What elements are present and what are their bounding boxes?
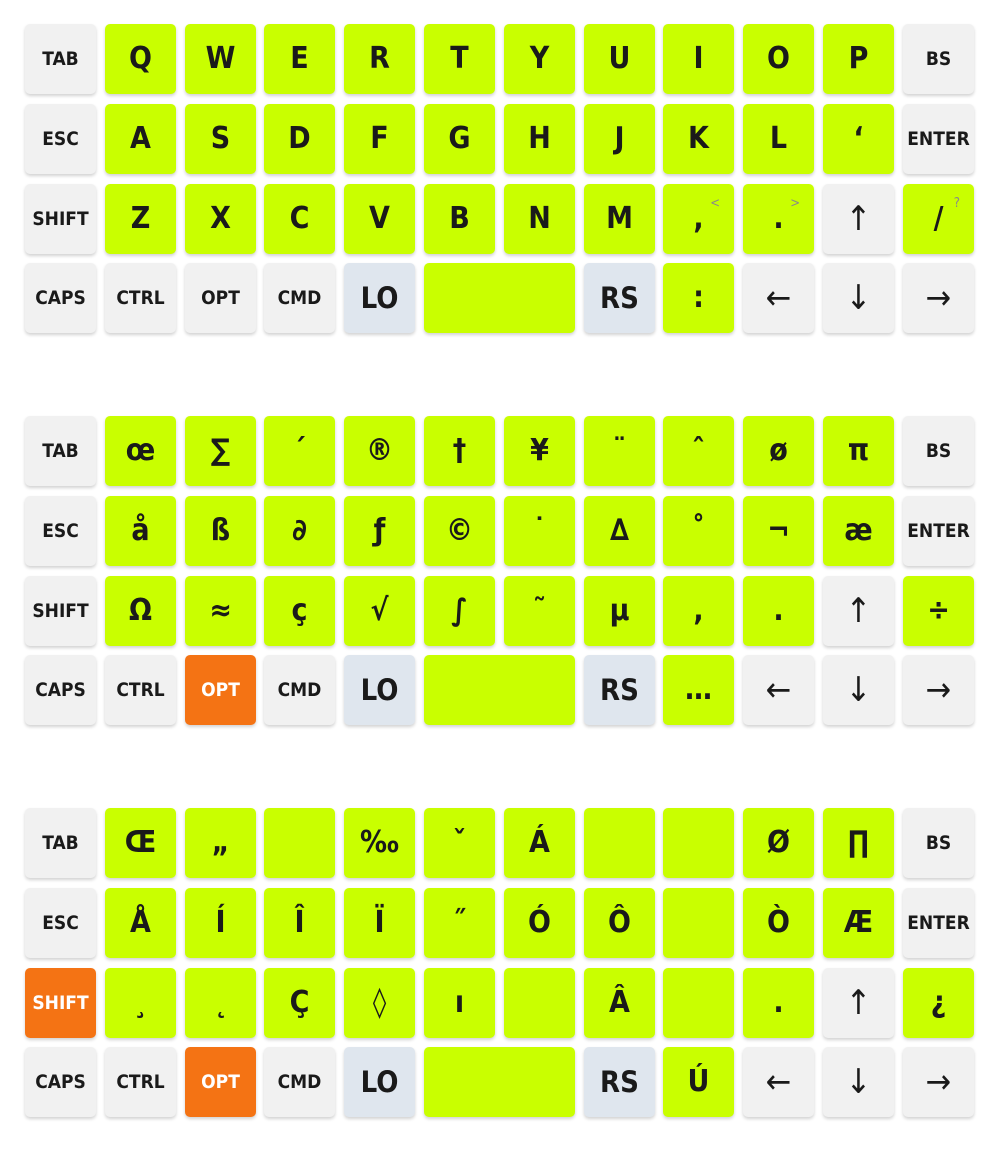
key-x[interactable]	[185, 184, 256, 254]
key-lo[interactable]	[344, 655, 415, 725]
key-g[interactable]	[424, 104, 495, 174]
key-rs[interactable]	[584, 655, 655, 725]
key-label: ´	[292, 433, 307, 468]
key-symbol[interactable]	[504, 416, 575, 486]
key-label: Ï	[374, 905, 385, 940]
key-label: RS	[600, 1064, 639, 1099]
key-label: BS	[925, 831, 952, 854]
key-cmd[interactable]	[264, 263, 335, 333]
key-esc[interactable]	[25, 888, 96, 958]
key-label: Œ	[124, 825, 157, 860]
key-enter[interactable]	[903, 104, 974, 174]
key-label: „	[211, 825, 230, 860]
key-n[interactable]	[504, 184, 575, 254]
key-e[interactable]	[264, 24, 335, 94]
key-row	[25, 496, 975, 568]
key-shift-label: >	[790, 196, 800, 211]
key-label: CAPS	[35, 678, 86, 701]
key-symbol[interactable]	[903, 968, 974, 1038]
key-row	[25, 263, 975, 335]
key-label: F	[370, 121, 389, 156]
key-symbol[interactable]	[504, 968, 575, 1038]
key-symbol[interactable]	[823, 416, 894, 486]
key-label: Ú	[687, 1064, 710, 1099]
key-shift-label: ?	[953, 196, 960, 211]
key-symbol[interactable]	[663, 416, 734, 486]
key-w[interactable]	[185, 24, 256, 94]
key-label: ∑	[210, 433, 231, 468]
key-y[interactable]	[504, 24, 575, 94]
key-symbol[interactable]	[663, 263, 734, 333]
key-symbol[interactable]	[424, 416, 495, 486]
key-label: BS	[925, 439, 952, 462]
key-symbol[interactable]	[663, 655, 734, 725]
key-symbol[interactable]	[663, 496, 734, 566]
key-label: SHIFT	[32, 599, 89, 622]
key-d[interactable]	[264, 104, 335, 174]
key-ctrl[interactable]	[105, 655, 176, 725]
key-label: Z	[130, 201, 151, 236]
key-label: CAPS	[35, 286, 86, 309]
key-label: OPT	[201, 1070, 240, 1093]
key-label: ,	[693, 593, 704, 628]
key-symbol[interactable]	[424, 888, 495, 958]
key-symbol[interactable]	[743, 416, 814, 486]
key-label: RS	[600, 280, 639, 315]
key-label: D	[288, 121, 311, 156]
key-symbol[interactable]	[663, 808, 734, 878]
key-label: /	[933, 201, 944, 236]
keyboard-layer-2	[25, 416, 975, 728]
key-caps[interactable]	[25, 1047, 96, 1117]
key-symbol[interactable]	[663, 968, 734, 1038]
key-label: J	[614, 121, 625, 156]
key-shift-label: <	[710, 196, 720, 211]
key-symbol[interactable]	[264, 968, 335, 1038]
key-label: ¥	[530, 433, 549, 468]
key-label: H	[528, 121, 551, 156]
key-label: RS	[600, 672, 639, 707]
key-ctrl[interactable]	[105, 1047, 176, 1117]
key-label: C	[289, 201, 310, 236]
key-enter[interactable]	[903, 496, 974, 566]
key-cmd[interactable]	[264, 655, 335, 725]
key-symbol[interactable]	[105, 888, 176, 958]
key-label: ˛	[213, 985, 228, 1020]
key-label: TAB	[42, 47, 79, 70]
key-label: .	[773, 985, 784, 1020]
key-symbol[interactable]	[823, 104, 894, 174]
key-l[interactable]	[743, 104, 814, 174]
key-symbol[interactable]	[344, 888, 415, 958]
key-label: Ω	[129, 593, 152, 628]
key-label: .	[773, 201, 784, 236]
key-symbol[interactable]	[584, 888, 655, 958]
keyboard-layer-1	[25, 24, 975, 336]
key-symbol[interactable]	[344, 576, 415, 646]
key-rs[interactable]	[584, 263, 655, 333]
key-symbol[interactable]	[185, 576, 256, 646]
key-symbol[interactable]	[504, 576, 575, 646]
key-label: ˇ	[452, 825, 467, 860]
left-arrow-icon: ←	[765, 1062, 792, 1102]
key-label: ®	[366, 433, 393, 468]
key-bs[interactable]	[903, 808, 974, 878]
key-label: CTRL	[116, 678, 165, 701]
key-label: ,	[693, 201, 704, 236]
key-label: CMD	[277, 1070, 322, 1093]
key-label: LO	[360, 280, 399, 315]
right-arrow-key[interactable]	[903, 1047, 974, 1117]
key-label: Î	[294, 905, 305, 940]
key-label: BS	[925, 47, 952, 70]
down-arrow-icon: ↓	[845, 670, 872, 710]
key-symbol[interactable]	[185, 888, 256, 958]
key-label: ˚	[691, 513, 706, 548]
key-symbol[interactable]	[185, 968, 256, 1038]
key-label: ¿	[930, 985, 947, 1020]
space-key[interactable]	[424, 1047, 575, 1117]
key-row	[25, 655, 975, 727]
key-label: ESC	[42, 519, 79, 542]
key-label: ESC	[42, 127, 79, 150]
key-row	[25, 104, 975, 176]
key-row	[25, 184, 975, 256]
key-opt[interactable]	[185, 1047, 256, 1117]
key-symbol[interactable]	[584, 808, 655, 878]
key-label: ˆ	[691, 433, 706, 468]
key-symbol[interactable]	[903, 184, 974, 254]
key-label: Â	[609, 985, 630, 1020]
key-label: CMD	[277, 286, 322, 309]
key-o[interactable]	[743, 24, 814, 94]
key-label: √	[370, 593, 389, 628]
key-symbol[interactable]	[743, 808, 814, 878]
key-s[interactable]	[185, 104, 256, 174]
key-c[interactable]	[264, 184, 335, 254]
key-label: π	[847, 433, 870, 468]
key-symbol[interactable]	[743, 184, 814, 254]
key-symbol[interactable]	[105, 496, 176, 566]
key-label: Å	[130, 905, 151, 940]
key-label: V	[369, 201, 390, 236]
key-label: ∂	[292, 513, 307, 548]
key-symbol[interactable]	[185, 416, 256, 486]
key-label: N	[528, 201, 551, 236]
key-row	[25, 888, 975, 960]
key-symbol[interactable]	[264, 888, 335, 958]
key-v[interactable]	[344, 184, 415, 254]
key-z[interactable]	[105, 184, 176, 254]
key-label: CAPS	[35, 1070, 86, 1093]
key-symbol[interactable]	[344, 496, 415, 566]
key-row	[25, 416, 975, 488]
key-label: Ç	[289, 985, 310, 1020]
key-symbol[interactable]	[663, 888, 734, 958]
key-symbol[interactable]	[663, 1047, 734, 1117]
key-label: ENTER	[907, 519, 970, 542]
key-label: TAB	[42, 831, 79, 854]
key-label: Í	[215, 905, 226, 940]
key-label: Ó	[528, 905, 551, 940]
key-symbol[interactable]	[105, 416, 176, 486]
key-label: Q	[129, 41, 152, 76]
key-label: M	[606, 201, 633, 236]
key-label: OPT	[201, 286, 240, 309]
key-label: ©	[446, 513, 473, 548]
key-h[interactable]	[504, 104, 575, 174]
key-label: O	[767, 41, 790, 76]
key-label: Á	[529, 825, 550, 860]
key-symbol[interactable]	[743, 968, 814, 1038]
key-label: I	[693, 41, 704, 76]
key-label: ÷	[927, 593, 950, 628]
right-arrow-key[interactable]	[903, 263, 974, 333]
up-arrow-key[interactable]	[823, 968, 894, 1038]
space-key[interactable]	[424, 263, 575, 333]
key-label: LO	[360, 1064, 399, 1099]
key-cmd[interactable]	[264, 1047, 335, 1117]
key-label: X	[210, 201, 231, 236]
key-label: TAB	[42, 439, 79, 462]
key-label: A	[130, 121, 151, 156]
key-symbol[interactable]	[264, 496, 335, 566]
key-label: ¸	[133, 985, 148, 1020]
key-tab[interactable]	[25, 416, 96, 486]
right-arrow-key[interactable]	[903, 655, 974, 725]
key-label: œ	[125, 433, 156, 468]
key-label: S	[210, 121, 231, 156]
key-symbol[interactable]	[584, 416, 655, 486]
key-label: ˜	[532, 593, 547, 628]
key-label: SHIFT	[32, 991, 89, 1014]
key-label: ENTER	[907, 127, 970, 150]
key-label: CMD	[277, 678, 322, 701]
key-label: LO	[360, 672, 399, 707]
key-label: ˙	[532, 513, 547, 548]
key-f[interactable]	[344, 104, 415, 174]
down-arrow-key[interactable]	[823, 1047, 894, 1117]
key-symbol[interactable]	[424, 576, 495, 646]
key-label: …	[685, 672, 712, 707]
key-symbol[interactable]	[424, 968, 495, 1038]
key-label: ¨	[612, 433, 627, 468]
key-symbol[interactable]	[743, 496, 814, 566]
key-symbol[interactable]	[743, 576, 814, 646]
key-bs[interactable]	[903, 416, 974, 486]
key-label: Æ	[843, 905, 874, 940]
key-label: ¬	[767, 513, 790, 548]
key-symbol[interactable]	[264, 576, 335, 646]
key-label: Y	[529, 41, 550, 76]
key-a[interactable]	[105, 104, 176, 174]
key-label: µ	[609, 593, 630, 628]
key-label: W	[205, 41, 236, 76]
up-arrow-key[interactable]	[823, 576, 894, 646]
key-rs[interactable]	[584, 1047, 655, 1117]
key-i[interactable]	[663, 24, 734, 94]
key-b[interactable]	[424, 184, 495, 254]
key-label: G	[448, 121, 471, 156]
right-arrow-icon: →	[925, 1062, 952, 1102]
key-label: ‰	[360, 825, 399, 860]
key-label: Ø	[767, 825, 790, 860]
key-opt[interactable]	[185, 263, 256, 333]
key-symbol[interactable]	[185, 808, 256, 878]
up-arrow-icon: ↑	[845, 591, 872, 631]
key-symbol[interactable]	[584, 576, 655, 646]
keyboard-layer-3	[25, 808, 975, 1120]
key-caps[interactable]	[25, 263, 96, 333]
key-ctrl[interactable]	[105, 263, 176, 333]
key-label: å	[131, 513, 150, 548]
up-arrow-key[interactable]	[823, 184, 894, 254]
key-p[interactable]	[823, 24, 894, 94]
key-esc[interactable]	[25, 104, 96, 174]
key-shift[interactable]	[25, 576, 96, 646]
key-lo[interactable]	[344, 263, 415, 333]
key-label: SHIFT	[32, 207, 89, 230]
key-label: ç	[291, 593, 308, 628]
key-label: æ	[844, 513, 873, 548]
key-symbol[interactable]	[185, 496, 256, 566]
key-label: ESC	[42, 911, 79, 934]
key-label: L	[769, 121, 788, 156]
key-symbol[interactable]	[663, 576, 734, 646]
key-lo[interactable]	[344, 1047, 415, 1117]
key-m[interactable]	[584, 184, 655, 254]
key-label: ∫	[451, 593, 468, 628]
key-symbol[interactable]	[344, 968, 415, 1038]
key-symbol[interactable]	[584, 496, 655, 566]
key-symbol[interactable]	[264, 416, 335, 486]
key-label: .	[773, 593, 784, 628]
key-symbol[interactable]	[823, 496, 894, 566]
key-symbol[interactable]	[504, 808, 575, 878]
key-symbol[interactable]	[264, 808, 335, 878]
key-label: ≈	[209, 593, 232, 628]
left-arrow-key[interactable]	[743, 263, 814, 333]
key-label: ı	[454, 985, 465, 1020]
key-label: ∆	[610, 513, 629, 548]
key-symbol[interactable]	[823, 888, 894, 958]
key-label: ß	[210, 513, 231, 548]
key-label: P	[848, 41, 869, 76]
key-label: ∏	[847, 825, 870, 860]
key-row	[25, 808, 975, 880]
left-arrow-icon: ←	[765, 278, 792, 318]
right-arrow-icon: →	[925, 278, 952, 318]
key-label: :	[693, 280, 704, 315]
key-label: ø	[769, 433, 788, 468]
left-arrow-key[interactable]	[743, 1047, 814, 1117]
key-label: B	[449, 201, 470, 236]
right-arrow-icon: →	[925, 670, 952, 710]
key-symbol[interactable]	[105, 808, 176, 878]
key-j[interactable]	[584, 104, 655, 174]
key-shift[interactable]	[25, 184, 96, 254]
key-esc[interactable]	[25, 496, 96, 566]
key-label: ƒ	[373, 513, 386, 548]
key-symbol[interactable]	[504, 888, 575, 958]
key-label: Ô	[608, 905, 631, 940]
key-u[interactable]	[584, 24, 655, 94]
key-symbol[interactable]	[344, 416, 415, 486]
key-symbol[interactable]	[424, 808, 495, 878]
key-tab[interactable]	[25, 808, 96, 878]
key-label: †	[452, 433, 467, 468]
key-symbol[interactable]	[584, 968, 655, 1038]
key-label: OPT	[201, 678, 240, 701]
key-symbol[interactable]	[424, 496, 495, 566]
key-opt[interactable]	[185, 655, 256, 725]
key-caps[interactable]	[25, 655, 96, 725]
key-label: ENTER	[907, 911, 970, 934]
key-q[interactable]	[105, 24, 176, 94]
key-label: T	[450, 41, 469, 76]
key-row	[25, 1047, 975, 1119]
key-label: ˝	[452, 905, 467, 940]
key-label: K	[688, 121, 709, 156]
key-label: R	[369, 41, 390, 76]
key-symbol[interactable]	[504, 496, 575, 566]
key-shift[interactable]	[25, 968, 96, 1038]
key-symbol[interactable]	[663, 184, 734, 254]
down-arrow-icon: ↓	[845, 278, 872, 318]
key-enter[interactable]	[903, 888, 974, 958]
key-label: ‘	[853, 121, 864, 156]
key-symbol[interactable]	[105, 968, 176, 1038]
key-row	[25, 968, 975, 1040]
key-symbol[interactable]	[344, 808, 415, 878]
up-arrow-icon: ↑	[845, 983, 872, 1023]
key-label: U	[608, 41, 631, 76]
down-arrow-key[interactable]	[823, 655, 894, 725]
down-arrow-icon: ↓	[845, 1062, 872, 1102]
key-symbol[interactable]	[105, 576, 176, 646]
down-arrow-key[interactable]	[823, 263, 894, 333]
key-row	[25, 576, 975, 648]
key-label: CTRL	[116, 286, 165, 309]
key-t[interactable]	[424, 24, 495, 94]
key-r[interactable]	[344, 24, 415, 94]
left-arrow-key[interactable]	[743, 655, 814, 725]
key-symbol[interactable]	[743, 888, 814, 958]
space-key[interactable]	[424, 655, 575, 725]
key-k[interactable]	[663, 104, 734, 174]
key-tab[interactable]	[25, 24, 96, 94]
left-arrow-icon: ←	[765, 670, 792, 710]
key-bs[interactable]	[903, 24, 974, 94]
key-symbol[interactable]	[823, 808, 894, 878]
key-symbol[interactable]	[903, 576, 974, 646]
key-label: E	[290, 41, 309, 76]
key-label: ◊	[372, 985, 387, 1020]
key-row	[25, 24, 975, 96]
key-label: CTRL	[116, 1070, 165, 1093]
key-label: Ò	[767, 905, 790, 940]
up-arrow-icon: ↑	[845, 199, 872, 239]
